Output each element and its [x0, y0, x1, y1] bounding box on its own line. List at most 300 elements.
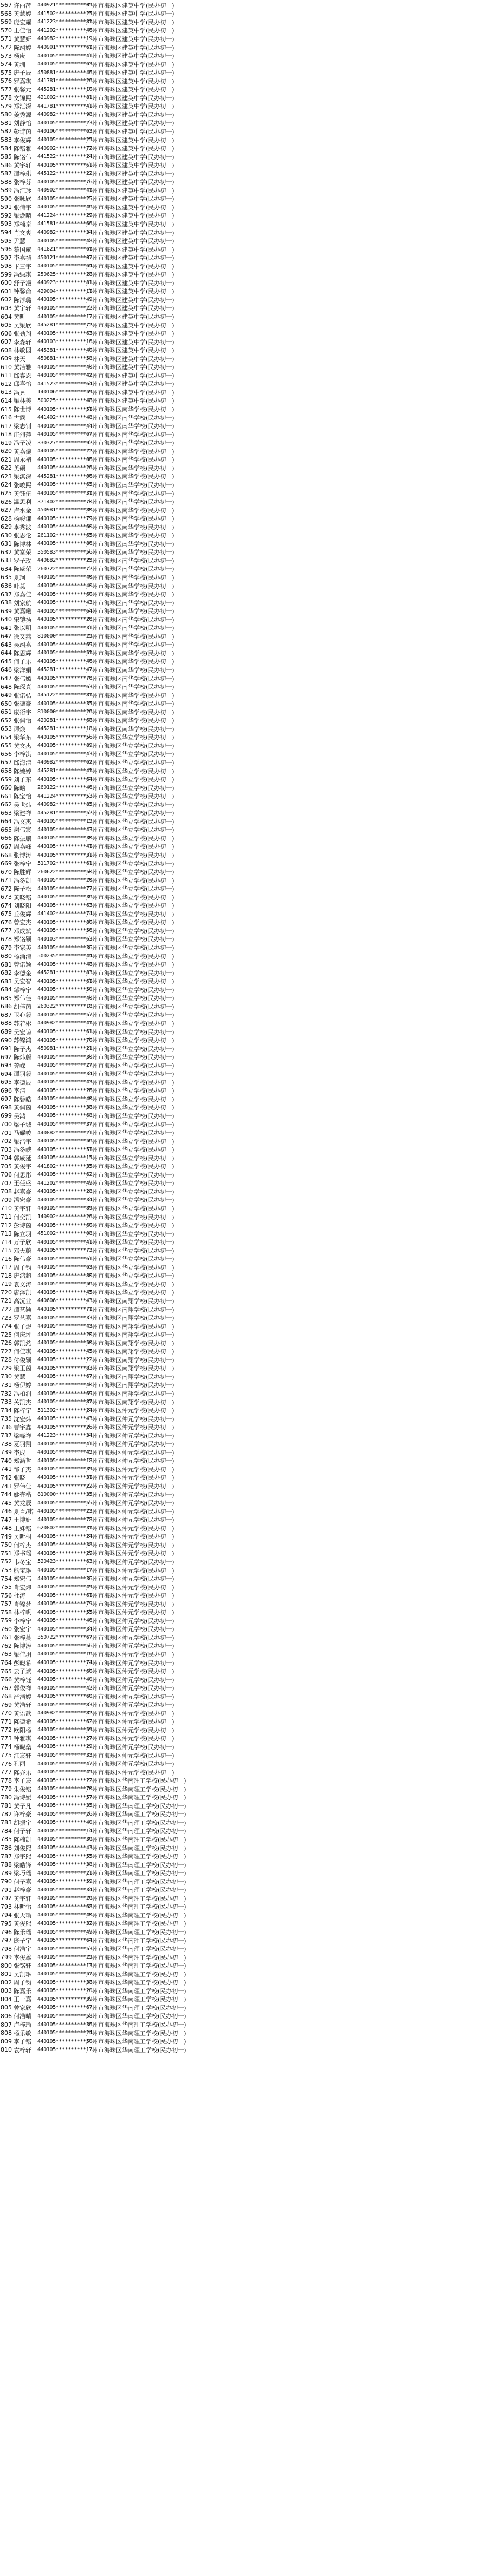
id-number: 440105**********56 [36, 1643, 84, 1649]
id-number: 440105**********63 [36, 903, 84, 909]
student-name: 江宸轩 [12, 1751, 36, 1760]
list-row [0, 540, 481, 548]
student-name: 杨庚 [12, 51, 36, 60]
list-row [0, 607, 481, 615]
student-name: 文锦熙 [12, 94, 36, 102]
school-name: 广州市海珠区南华学校(民办初一) [86, 423, 174, 430]
row-number: 738 [1, 1440, 12, 1448]
row-number: 754 [1, 1575, 12, 1582]
id-number: 445122**********81 [36, 692, 84, 698]
row-number: 725 [1, 1331, 12, 1338]
id-number: 440105**********40 [36, 574, 84, 580]
list-row [0, 1802, 481, 1810]
id-number: 441202**********46 [36, 28, 84, 34]
id-number: 440105**********48 [36, 962, 84, 968]
school-name: 广州市海珠区仲元学校(民办初一) [86, 1676, 174, 1684]
id-number: 445122**********22 [36, 170, 84, 176]
id-number: 440105**********43 [36, 827, 84, 833]
list-row [0, 649, 481, 658]
id-number: 440105**********31 [36, 625, 84, 631]
school-name: 广州市海珠区仲元学校(民办初一) [86, 1524, 174, 1532]
school-name: 广州市海珠区华南理工学校(民办初一) [86, 2004, 186, 2012]
id-number: 440105**********62 [36, 1172, 84, 1178]
row-number: 638 [1, 599, 12, 607]
school-name: 广州市海珠区南华学校(民办初一) [86, 684, 174, 691]
id-number: 440105**********74 [36, 1660, 84, 1666]
list-row [0, 902, 481, 910]
id-number: 441781**********26 [36, 78, 84, 84]
student-name: 郭凯然 [12, 1339, 36, 1348]
row-number: 636 [1, 582, 12, 589]
school-name: 广州市海珠区华立学校(民办初一) [86, 742, 174, 750]
id-number: 440105**********22 [36, 1357, 84, 1363]
row-number: 666 [1, 834, 12, 842]
list-row [0, 1953, 481, 1962]
list-row [0, 1995, 481, 2004]
id-number: 440105**********21 [36, 1870, 84, 1876]
school-name: 广州市海珠区华立学校(民办初一) [86, 734, 174, 741]
school-name: 广州市海珠区华立学校(民办初一) [86, 1070, 174, 1078]
school-name: 广州市海珠区建英中学(民办初一) [86, 170, 174, 178]
row-number: 671 [1, 877, 12, 884]
student-name: 杨乐敏 [12, 2029, 36, 2038]
id-number: 810000**********26 [36, 709, 84, 715]
student-name: 黄宇轩 [12, 1204, 36, 1213]
school-name: 广州市海珠区仲元学校(民办初一) [86, 1407, 174, 1415]
student-name: 何庆坪 [12, 1330, 36, 1339]
school-name: 广州市海珠区华南理工学校(民办初一) [86, 1954, 186, 1961]
school-name: 广州市海珠区华立学校(民办初一) [86, 1154, 174, 1162]
list-row [0, 253, 481, 262]
list-row [0, 1465, 481, 1474]
row-number: 801 [1, 1970, 12, 1978]
school-name: 广州市海珠区建英中学(民办初一) [86, 162, 174, 169]
school-name: 广州市海珠区南华学校(民办初一) [86, 540, 174, 548]
id-number: 440106**********63 [36, 128, 84, 134]
list-row [0, 691, 481, 700]
student-name: 王佳怡 [12, 26, 36, 35]
list-row [0, 169, 481, 178]
school-name: 广州市海珠区南华学校(民办初一) [86, 448, 174, 455]
list-row [0, 1667, 481, 1675]
school-name: 广州市海珠区华立学校(民办初一) [86, 1129, 174, 1137]
list-row [0, 623, 481, 632]
id-number: 441402**********74 [36, 911, 84, 917]
student-name: 梁志钊 [12, 422, 36, 430]
list-row [0, 1869, 481, 1877]
row-number: 745 [1, 1499, 12, 1507]
row-number: 770 [1, 1710, 12, 1717]
id-number: 440105**********37 [36, 1121, 84, 1127]
student-name: 邓成斌 [12, 926, 36, 935]
school-name: 广州市海珠区建英中学(民办初一) [86, 338, 174, 346]
list-row [0, 1659, 481, 1667]
row-number: 732 [1, 1390, 12, 1397]
id-number: 440105**********46 [36, 1618, 84, 1624]
student-name: 李嘉祯 [12, 253, 36, 262]
id-number: 450121**********07 [36, 255, 84, 261]
school-name: 广州市海珠区华立学校(民办初一) [86, 1011, 174, 1019]
school-name: 广州市海珠区华南理工学校(民办初一) [86, 1794, 186, 1802]
row-number: 699 [1, 1112, 12, 1120]
student-name: 张佩怡 [12, 716, 36, 725]
school-name: 广州市海珠区建英中学(民办初一) [86, 364, 174, 371]
school-name: 广州市海珠区华立学校(民办初一) [86, 1020, 174, 1027]
school-name: 广州市海珠区建英中学(民办初一) [86, 279, 174, 287]
id-number: 440105**********49 [36, 1929, 84, 1935]
list-row [0, 1398, 481, 1407]
row-number: 625 [1, 489, 12, 497]
school-name: 广州市海珠区仲元学校(民办初一) [86, 1583, 174, 1591]
school-name: 广州市海珠区华立学校(民办初一) [86, 1079, 174, 1086]
list-row [0, 144, 481, 153]
id-number: 440901**********61 [36, 44, 84, 50]
school-name: 广州市海珠区建英中学(民办初一) [86, 103, 174, 110]
row-number: 753 [1, 1566, 12, 1574]
student-name: 李德金 [12, 969, 36, 977]
id-number: 440105**********36 [36, 945, 84, 951]
student-name: 冯冬凯 [12, 876, 36, 885]
list-row [0, 1415, 481, 1423]
school-name: 广州市海珠区建英中学(民办初一) [86, 77, 174, 85]
school-name: 广州市海珠区仲元学校(民办初一) [86, 1642, 174, 1650]
row-number: 624 [1, 481, 12, 489]
list-row [0, 943, 481, 952]
school-name: 广州市海珠区建英中学(民办初一) [86, 27, 174, 35]
id-number: 440105**********42 [36, 1685, 84, 1691]
school-name: 广州市海珠区建英中学(民办初一) [86, 397, 174, 405]
student-name: 姜秀源 [12, 110, 36, 119]
row-number: 747 [1, 1516, 12, 1523]
school-name: 广州市海珠区华南理工学校(民办初一) [86, 1819, 186, 1826]
school-name: 广州市海珠区建英中学(民办初一) [86, 305, 174, 312]
student-name: 蔡国威 [12, 245, 36, 254]
list-row [0, 1793, 481, 1802]
school-name: 广州市海珠区华立学校(民办初一) [86, 1205, 174, 1212]
school-name: 广州市海珠区华立学校(民办初一) [86, 852, 174, 859]
student-name: 李梓宁 [12, 1616, 36, 1625]
school-name: 广州市海珠区华立学校(民办初一) [86, 767, 174, 775]
list-row [0, 1650, 481, 1659]
school-name: 广州市海珠区仲元学校(民办初一) [86, 1600, 174, 1608]
list-row [0, 312, 481, 321]
id-number: 440105**********46 [36, 659, 84, 665]
student-name: 陈婉婷 [12, 767, 36, 776]
list-row [0, 1625, 481, 1634]
row-number: 714 [1, 1238, 12, 1246]
school-name: 广州市海珠区仲元学校(民办初一) [86, 1508, 174, 1515]
id-number: 440105**********47 [36, 1761, 84, 1767]
school-name: 广州市海珠区华立学校(民办初一) [86, 834, 174, 842]
row-number: 643 [1, 641, 12, 648]
row-number: 608 [1, 346, 12, 354]
school-name: 广州市海珠区建英中学(民办初一) [86, 179, 174, 186]
student-name: 梁林美 [12, 396, 36, 405]
id-number: 350583**********56 [36, 549, 84, 555]
school-name: 广州市海珠区南翔学校(民办初一) [86, 1390, 174, 1398]
list-row [0, 843, 481, 851]
id-number: 250625**********28 [36, 272, 84, 278]
student-name: 杨伊婷 [12, 1381, 36, 1389]
list-row [0, 212, 481, 220]
student-name: 梁华东 [12, 733, 36, 741]
row-number: 704 [1, 1154, 12, 1162]
id-number: 440105**********36 [36, 2022, 84, 2028]
row-number: 576 [1, 77, 12, 85]
id-number: 440105**********31 [36, 490, 84, 496]
student-name: 罗伟佳 [12, 1482, 36, 1490]
row-number: 709 [1, 1196, 12, 1204]
student-name: 梁皓锋 [12, 1861, 36, 1869]
row-number: 578 [1, 94, 12, 102]
school-name: 广州市海珠区建英中学(民办初一) [86, 347, 174, 354]
list-row [0, 977, 481, 985]
id-number: 440105**********23 [36, 1508, 84, 1514]
student-name: 周子钧 [12, 1978, 36, 1987]
student-name: 丘俊辉 [12, 910, 36, 918]
id-number: 440105**********41 [36, 1441, 84, 1447]
student-name: 张天瑜 [12, 1911, 36, 1920]
id-number: 440105**********20 [36, 877, 84, 883]
row-number: 809 [1, 2038, 12, 2045]
student-name: 黄慧妍 [12, 35, 36, 43]
student-name: 林天 [12, 354, 36, 363]
row-number: 805 [1, 2004, 12, 2012]
list-row [0, 1718, 481, 1726]
id-number: 440105**********26 [36, 1088, 84, 1094]
list-row [0, 1145, 481, 1154]
id-number: 440105**********40 [36, 995, 84, 1001]
row-number: 706 [1, 1171, 12, 1179]
school-name: 广州市海珠区建英中学(民办初一) [86, 69, 174, 77]
school-name: 广州市海珠区建英中学(民办初一) [86, 52, 174, 60]
row-number: 677 [1, 927, 12, 935]
row-number: 739 [1, 1449, 12, 1456]
student-name: 张铭轩 [12, 1961, 36, 1970]
school-name: 广州市海珠区南华学校(民办初一) [86, 708, 174, 716]
school-name: 广州市海珠区南华学校(民办初一) [86, 633, 174, 640]
row-number: 689 [1, 1028, 12, 1035]
school-name: 广州市海珠区华南理工学校(民办初一) [86, 2013, 186, 2020]
id-number: 511702**********61 [36, 860, 84, 866]
student-name: 刘家航 [12, 599, 36, 607]
student-name: 万子欣 [12, 1238, 36, 1246]
row-number: 599 [1, 271, 12, 278]
id-number: 440105**********55 [36, 1500, 84, 1506]
list-row [0, 969, 481, 977]
student-name: 唐泽凯 [12, 1288, 36, 1297]
row-number: 694 [1, 1070, 12, 1077]
student-name: 李俊辉 [12, 136, 36, 144]
school-name: 广州市海珠区建英中学(民办初一) [86, 120, 174, 127]
row-number: 760 [1, 1625, 12, 1633]
list-row [0, 1028, 481, 1036]
row-number: 787 [1, 1852, 12, 1860]
id-number: 440105**********48 [36, 238, 84, 244]
student-name: 何思彤 [12, 1171, 36, 1179]
school-name: 广州市海珠区仲元学校(民办初一) [86, 1685, 174, 1692]
school-name: 广州市海珠区华立学校(民办初一) [86, 1272, 174, 1280]
id-number: 440982**********34 [36, 229, 84, 235]
school-name: 广州市海珠区仲元学校(民办初一) [86, 1659, 174, 1667]
list-row [0, 413, 481, 422]
student-name: 陈宝怡 [12, 792, 36, 800]
list-row [0, 1818, 481, 1827]
student-name: 孔丽 [12, 1759, 36, 1768]
row-number: 775 [1, 1752, 12, 1759]
list-row [0, 834, 481, 843]
school-name: 广州市海珠区南翔学校(民办初一) [86, 1339, 174, 1347]
id-number: 440105**********35 [36, 701, 84, 707]
school-name: 广州市海珠区仲元学校(民办初一) [86, 1558, 174, 1566]
id-number: 440105**********56 [36, 928, 84, 934]
row-number: 637 [1, 590, 12, 598]
student-name: 云子斌 [12, 1667, 36, 1675]
list-row [0, 599, 481, 607]
student-name: 黄俊熙 [12, 1919, 36, 1928]
id-number: 440105**********26 [36, 1424, 84, 1430]
school-name: 广州市海珠区华立学校(民办初一) [86, 1289, 174, 1297]
list-row [0, 1330, 481, 1339]
row-number: 765 [1, 1667, 12, 1675]
school-name: 广州市海珠区仲元学校(民办初一) [86, 1550, 174, 1558]
list-row [0, 1600, 481, 1608]
id-number: 440105**********45 [36, 1449, 84, 1455]
row-number: 650 [1, 700, 12, 707]
row-number: 598 [1, 262, 12, 270]
list-row [0, 279, 481, 287]
student-name: 王任盛 [12, 1179, 36, 1187]
id-number: 440105**********35 [36, 1803, 84, 1809]
student-name: 邱喜怡 [12, 379, 36, 388]
list-row [0, 397, 481, 405]
row-number: 610 [1, 363, 12, 371]
row-number: 583 [1, 136, 12, 144]
list-row [0, 10, 481, 18]
id-number: 440606**********43 [36, 1298, 84, 1304]
list-row [0, 1533, 481, 1541]
school-name: 广州市海珠区建英中学(民办初一) [86, 136, 174, 144]
list-row [0, 506, 481, 515]
id-number: 140902**********26 [36, 1214, 84, 1220]
id-number: 440105**********56 [36, 734, 84, 740]
row-number: 804 [1, 1995, 12, 2003]
school-name: 广州市海珠区华南理工学校(民办初一) [86, 1962, 186, 1970]
row-number: 653 [1, 725, 12, 733]
row-number: 593 [1, 220, 12, 228]
id-number: 440105**********45 [36, 1349, 84, 1355]
id-number: 350722**********67 [36, 1634, 84, 1640]
list-row [0, 1776, 481, 1785]
list-row [0, 1835, 481, 1844]
school-name: 广州市海珠区华立学校(民办初一) [86, 1104, 174, 1112]
school-name: 广州市海珠区建英中学(民办初一) [86, 187, 174, 194]
school-name: 广州市海珠区建英中学(民办初一) [86, 238, 174, 245]
row-number: 744 [1, 1491, 12, 1499]
school-name: 广州市海珠区南华学校(民办初一) [86, 725, 174, 733]
row-number: 793 [1, 1903, 12, 1910]
school-name: 广州市海珠区南华学校(民办初一) [86, 431, 174, 438]
row-number: 596 [1, 246, 12, 253]
row-number: 715 [1, 1247, 12, 1254]
row-number: 752 [1, 1558, 12, 1566]
student-name: 唐子辰 [12, 68, 36, 77]
list-row [0, 1928, 481, 1936]
list-row [0, 531, 481, 540]
student-name: 张梓宁 [12, 859, 36, 868]
list-row [0, 287, 481, 296]
school-name: 广州市海珠区南华学校(民办初一) [86, 498, 174, 506]
school-name: 广州市海珠区华立学校(民办初一) [86, 1230, 174, 1238]
list-row [0, 556, 481, 565]
row-number: 606 [1, 330, 12, 337]
student-name: 彭晓希 [12, 1659, 36, 1667]
id-number: 440982**********19 [36, 36, 84, 42]
list-row [0, 1305, 481, 1314]
id-number: 440105**********80 [36, 1273, 84, 1279]
list-row [0, 733, 481, 742]
student-name: 陈子杰 [12, 1044, 36, 1053]
student-name: 陈乐瑶 [12, 1928, 36, 1936]
list-row [0, 1490, 481, 1499]
school-name: 广州市海珠区建英中学(民办初一) [86, 262, 174, 270]
school-name: 广州市海珠区南华学校(民办初一) [86, 566, 174, 573]
row-number: 569 [1, 18, 12, 26]
student-name: 陈淳璐 [12, 295, 36, 304]
id-number: 440105**********61 [36, 1029, 84, 1035]
id-number: 440105**********57 [36, 1795, 84, 1800]
row-number: 592 [1, 212, 12, 219]
student-name: 许丽萍 [12, 1, 36, 10]
school-name: 广州市海珠区建英中学(民办初一) [86, 35, 174, 43]
student-name: 黄慧 [12, 1372, 36, 1381]
row-number: 622 [1, 464, 12, 472]
student-name: 郭俊祥 [12, 1684, 36, 1692]
row-number: 618 [1, 431, 12, 438]
id-number: 440105**********67 [36, 431, 84, 437]
school-name: 广州市海珠区华南理工学校(民办初一) [86, 1920, 186, 1928]
row-number: 720 [1, 1289, 12, 1296]
school-name: 广州市海珠区华南理工学校(民办初一) [86, 1937, 186, 1944]
school-name: 广州市海珠区华立学校(民办初一) [86, 944, 174, 952]
id-number: 440105**********40 [36, 1677, 84, 1683]
id-number: 440105**********45 [36, 1290, 84, 1296]
list-row [0, 1162, 481, 1171]
school-name: 广州市海珠区华南理工学校(民办初一) [86, 1970, 186, 1978]
school-name: 广州市海珠区南华学校(民办初一) [86, 481, 174, 489]
row-number: 639 [1, 607, 12, 615]
list-row [0, 1726, 481, 1734]
school-name: 广州市海珠区南华学校(民办初一) [86, 608, 174, 615]
row-number: 600 [1, 279, 12, 287]
student-name: 陈博林 [12, 540, 36, 548]
school-name: 广州市海珠区仲元学校(民办初一) [86, 1718, 174, 1726]
row-number: 651 [1, 708, 12, 716]
school-name: 广州市海珠区华立学校(民办初一) [86, 919, 174, 926]
school-name: 广州市海珠区建英中学(民办初一) [86, 111, 174, 119]
id-number: 440105**********22 [36, 1483, 84, 1489]
school-name: 广州市海珠区华南理工学校(民办初一) [86, 1903, 186, 1911]
id-number: 441781**********41 [36, 103, 84, 109]
list-row [0, 1356, 481, 1364]
list-row [0, 868, 481, 876]
student-name: 黄晓铭 [12, 893, 36, 902]
student-name: 吴昕桐 [12, 1532, 36, 1541]
id-number: 440105**********60 [36, 1693, 84, 1699]
student-name: 陈铭伟 [12, 153, 36, 161]
row-number: 661 [1, 792, 12, 800]
student-name: 林梓帆 [12, 1608, 36, 1616]
